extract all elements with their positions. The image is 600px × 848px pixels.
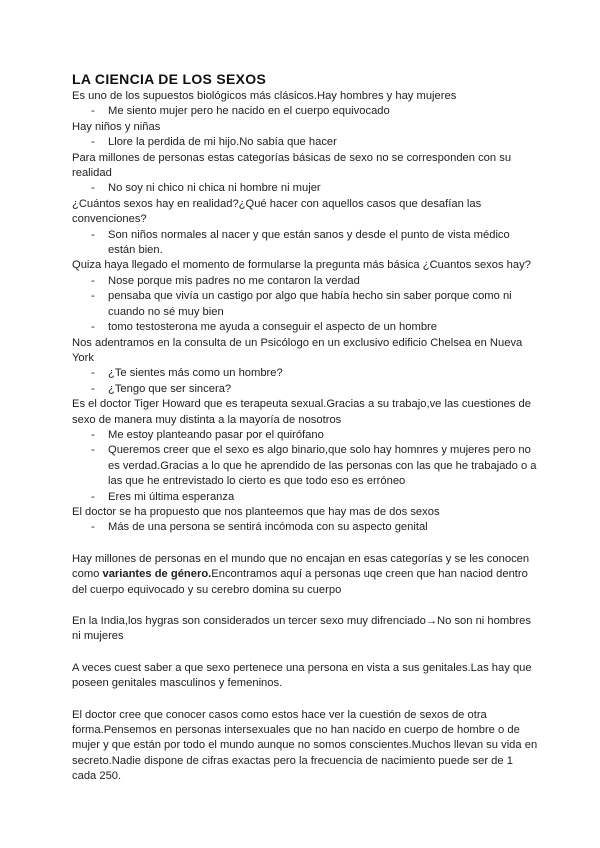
list-item: - Me siento mujer pero he nacido en el cuerpo equivocado: [72, 104, 540, 119]
bold-term: variantes de género.: [102, 568, 212, 581]
paragraph: Para millones de personas estas categorías básicas de sexo no se corresponden con su realidad: [72, 151, 512, 180]
dash-list: [72, 135, 540, 150]
spacer: [72, 598, 540, 614]
dash-list: [72, 520, 540, 535]
paragraph: Hay niños y niñas: [72, 120, 161, 133]
list-item: - Nose porque mis padres no me contaron la verdad: [72, 274, 540, 289]
paragraph: En la India,los hygras son considerados un tercer sexo muy difrenciado→No son ni hombres ni mujeres: [72, 615, 531, 643]
paragraph: El doctor se ha propuesto que nos planteemos que hay mas de dos sexos: [72, 505, 440, 518]
paragraph: Nos adentramos en la consulta de un Psicólogo en un exclusivo edificio Chelsea en Nueva York: [72, 336, 523, 364]
spacer: [72, 692, 540, 708]
dash-list: [72, 274, 540, 336]
document-body: [72, 70, 540, 785]
dash-list: [72, 228, 540, 259]
spacer: [72, 536, 540, 552]
list-item: - pensaba que vivía un castigo por algo que había hecho sin saber porque como ni cuando no sé muy bien: [72, 289, 540, 320]
paragraph: Quiza haya llegado el momento de formularse la pregunta más básica ¿Cuantos sexos hay?: [72, 259, 531, 272]
dash-list: [72, 181, 540, 196]
list-item: - tomo testosterona me ayuda a conseguir el aspecto de un hombre: [72, 320, 540, 335]
text-run: Hay millones de personas en el mundo que no encajan en esas categorías y se les conocen como: [72, 552, 530, 581]
document-title: LA CIENCIA DE LOS SEXOS: [72, 71, 267, 87]
text-run: Encontramos aquí a personas uqe creen que han naciod dentro del cuerpo equivocado y su cerebro domina su cuerpo: [72, 568, 528, 596]
list-item: - Más de una persona se sentirá incómoda con su aspecto genital: [72, 520, 540, 535]
dash-list: [72, 428, 540, 505]
list-item: - No soy ni chico ni chica ni hombre ni mujer: [72, 181, 540, 196]
paragraph-variantes: [72, 552, 540, 598]
dash-list: [72, 366, 540, 397]
paragraph: Es uno de los supuestos biológicos más clásicos.Hay hombres y hay mujeres: [72, 90, 457, 102]
paragraph: ¿Cuántos sexos hay en realidad?¿Qué hacer con aquellos casos que desafían las convenciones?: [72, 197, 482, 226]
list-item: - Queremos creer que el sexo es algo binario,que solo hay homnres y mujeres pero no es verdad.Gracias a lo que he aprendido de las personas con las que he trabajado o a las que he entrevistado lo cierto es que todo eso es erróneo: [72, 443, 540, 489]
list-item: - ¿Te sientes más como un hombre?: [72, 366, 540, 381]
dash-list: [72, 104, 540, 119]
spacer: [72, 645, 540, 661]
paragraph: El doctor cree que conocer casos como estos hace ver la cuestión de sexos de otra forma.Pensemos en personas intersexuales que no han nacido en cuerpo de hombre o de mujer y que están por todo el mundo aunque no somos conscientes.Muchos llevan su vida en secreto.Nadie dispone de cifras exactas pero la frecuencia de nacimiento puede ser de 1 cada 250.: [72, 708, 538, 783]
paragraph: A veces cuest saber a que sexo pertenece una persona en vista a sus genitales.Las hay que poseen genitales masculinos y femeninos.: [72, 661, 532, 690]
list-item: - ¿Tengo que ser sincera?: [72, 382, 540, 397]
paragraph: Es el doctor Tiger Howard que es terapeuta sexual.Gracias a su trabajo,ve las cuestiones de sexo de manera muy distinta a la mayoría de nosotros: [72, 398, 531, 426]
list-item: - Eres mi última esperanza: [72, 490, 540, 505]
list-item: - Me estoy planteando pasar por el quirófano: [72, 428, 540, 443]
list-item: - Llore la perdida de mi hijo.No sabía que hacer: [72, 135, 540, 150]
list-item: - Son niños normales al nacer y que están sanos y desde el punto de vista médico están bien.: [72, 228, 540, 259]
